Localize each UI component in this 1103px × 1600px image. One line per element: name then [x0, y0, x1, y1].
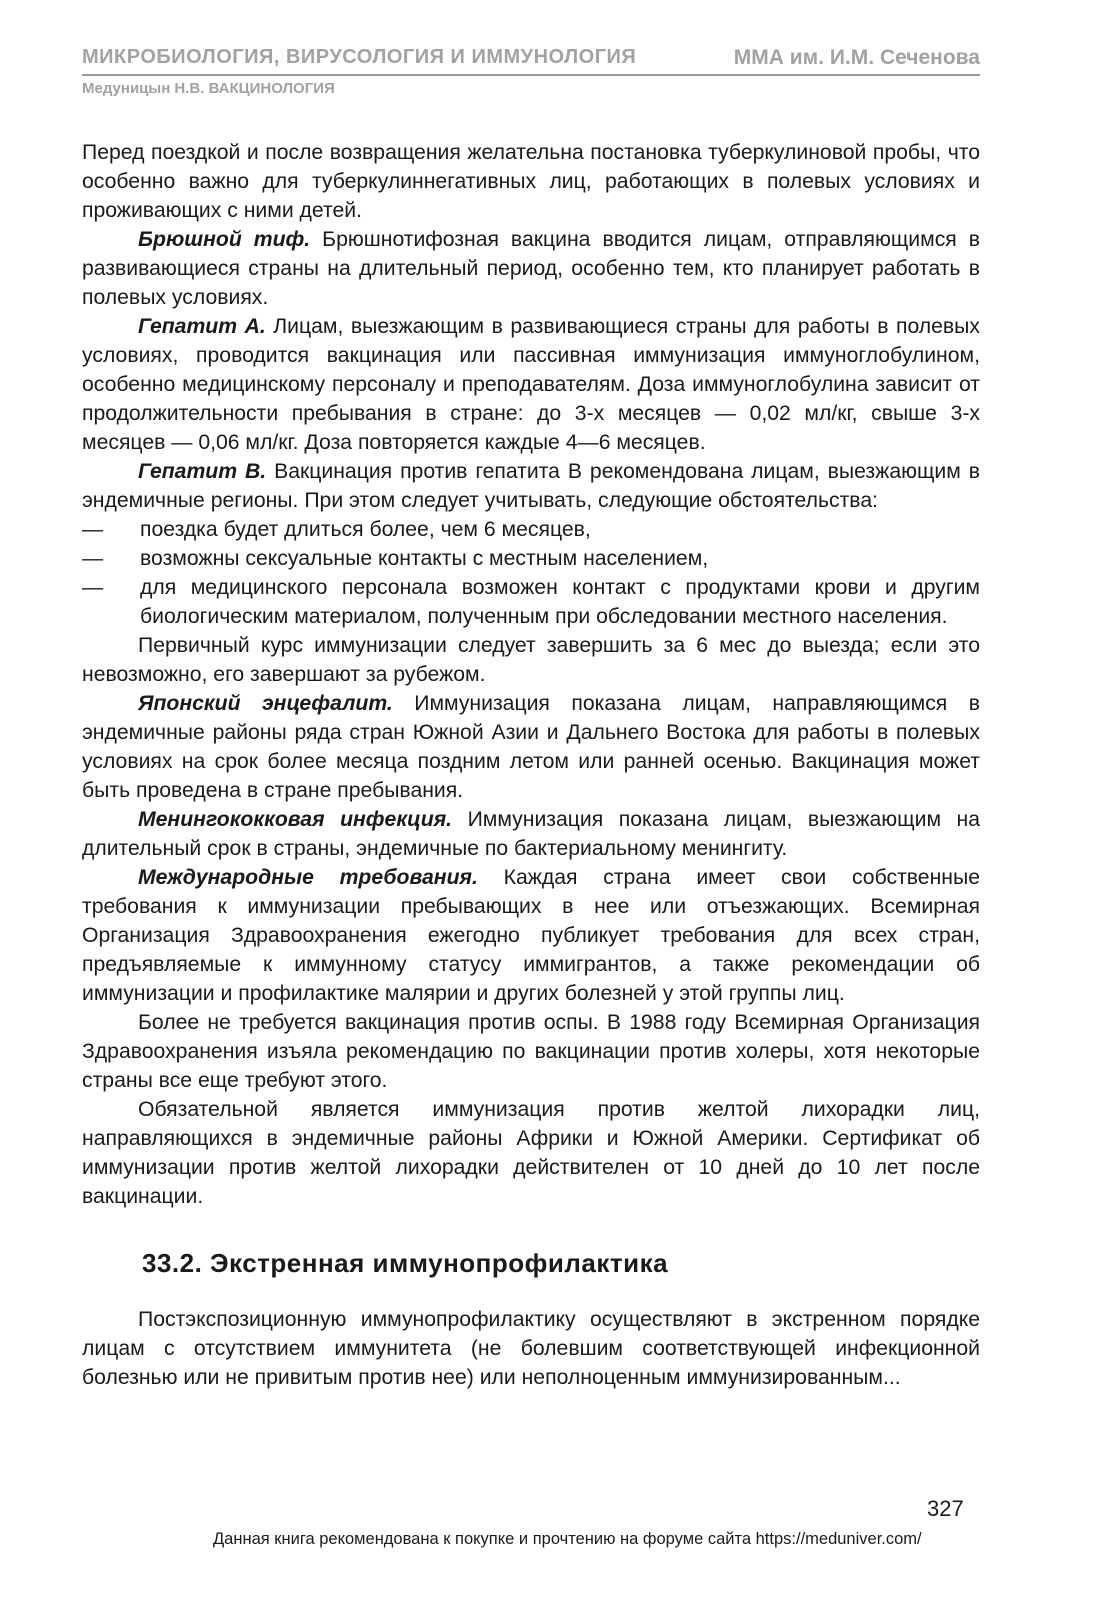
journal-title: МИКРОБИОЛОГИЯ, ВИРУСОЛОГИЯ И ИММУНОЛОГИЯ	[82, 46, 637, 68]
paragraph-typhoid	[82, 225, 980, 312]
page-body	[82, 138, 980, 1392]
dash-marker: —	[82, 518, 104, 541]
paragraph-tuberculin: Перед поездкой и после возвращения желательна постановка туберкулиновой пробы, что особенно важно для туберкулиннегативных лиц, работающих в полевых условиях и проживающих с ними детей.	[82, 141, 980, 222]
text-meningococcal: Иммунизация показана лицам, выезжающим на длительный срок в страны, эндемичные по бактериальному менингиту.	[82, 808, 980, 860]
footer-note: Данная книга рекомендована к покупке и прочтению на форуме сайта https://meduniver.com/	[213, 1530, 922, 1548]
dash-marker: —	[82, 547, 104, 570]
text-typhoid: Брюшнотифозная вакцина вводится лицам, отправляющимся в развивающиеся страны на длительный период, особенно тем, кто планирует работать в полевых условиях.	[82, 228, 980, 309]
term-hepatitis-a: Гепатит А.	[138, 315, 266, 338]
term-japanese-encephalitis: Японский энцефалит.	[138, 692, 393, 715]
list-item-text: для медицинского персонала возможен контакт с продуктами крови и другим биологическим материалом, полученным при обследовании местного населения.	[140, 576, 980, 628]
paragraph-post-exposure: Постэкспозиционную иммунопрофилактику осуществляют в экстренном порядке лицам с отсутствием иммунитета (не болевшим соответствующей инфекционной болезнью или не привитым против нее) или неполноценным иммунизированным...	[82, 1308, 980, 1389]
paragraph-yellow-fever: Обязательной является иммунизация против желтой лихорадки лиц, направляющихся в эндемичные районы Африки и Южной Америки. Сертификат об иммунизации против желтой лихорадки действителен от 10 дней до 10 лет после вакцинации.	[82, 1098, 980, 1208]
paragraph-hepatitis-a	[82, 312, 980, 457]
paragraph-international	[82, 863, 980, 1008]
text-hepatitis-a: Лицам, выезжающим в развивающиеся страны для работы в полевых условиях, проводится вакцинация или пассивная иммунизация иммуноглобулином, особенно медицинскому персоналу и преподавателям. Доза иммуноглобулина зависит от продолжительности пребывания в стране: до 3-х месяцев — 0,02 мл/кг, свыше 3-х месяцев — 0,06 мл/кг. Доза повторяется каждые 4—6 месяцев.	[82, 315, 980, 454]
page-number: 327	[927, 1496, 964, 1521]
list-item-text: возможны сексуальные контакты с местным населением,	[140, 547, 709, 570]
list-item	[82, 573, 980, 631]
term-typhoid: Брюшной тиф.	[138, 228, 311, 251]
term-international: Международные требования.	[138, 866, 478, 889]
section-heading: 33.2. Экстренная иммунопрофилактика	[142, 1248, 669, 1278]
text-international: Каждая страна имеет свои собственные требования к иммунизации пребывающих в нее или отъезжающих. Всемирная Организация Здравоохранения ежегодно публикует требования для всех стран, предъявляемые к иммунному статусу иммигрантов, а также рекомендации об иммунизации и профилактике малярии и других болезней у этой группы лиц.	[82, 866, 980, 1005]
paragraph-hepatitis-b	[82, 457, 980, 515]
paragraph-meningococcal	[82, 805, 980, 863]
term-hepatitis-b: Гепатит В.	[138, 460, 267, 483]
list-item	[82, 544, 980, 573]
text-japanese-encephalitis: Иммунизация показана лицам, направляющимся в эндемичные районы ряда стран Южной Азии и Дальнего Востока для работы в полевых условиях на срок более месяца поздним летом или ранней осенью. Вакцинация может быть проведена в стране пребывания.	[82, 692, 980, 802]
dash-marker: —	[82, 576, 104, 599]
running-header	[82, 44, 980, 76]
paragraph-primary-course: Первичный курс иммунизации следует завершить за 6 мес до выезда; если это невозможно, его завершают за рубежом.	[82, 634, 980, 686]
text-hepatitis-b: Вакцинация против гепатита В рекомендована лицам, выезжающим в эндемичные регионы. При этом следует учитывать, следующие обстоятельства:	[82, 460, 980, 512]
book-author-title: Медуницын Н.В. ВАКЦИНОЛОГИЯ	[82, 80, 335, 97]
paragraph-smallpox-cholera: Более не требуется вакцинация против оспы. В 1988 году Всемирная Организация Здравоохранения изъяла рекомендацию по вакцинации против холеры, хотя некоторые страны все еще требуют этого.	[82, 1011, 980, 1092]
list-item	[82, 515, 980, 544]
institution-name: ММА им. И.М. Сеченова	[733, 46, 980, 69]
term-meningococcal: Менингококковая инфекция.	[138, 808, 453, 831]
paragraph-japanese-encephalitis	[82, 689, 980, 805]
list-item-text: поездка будет длиться более, чем 6 месяцев,	[140, 518, 591, 541]
